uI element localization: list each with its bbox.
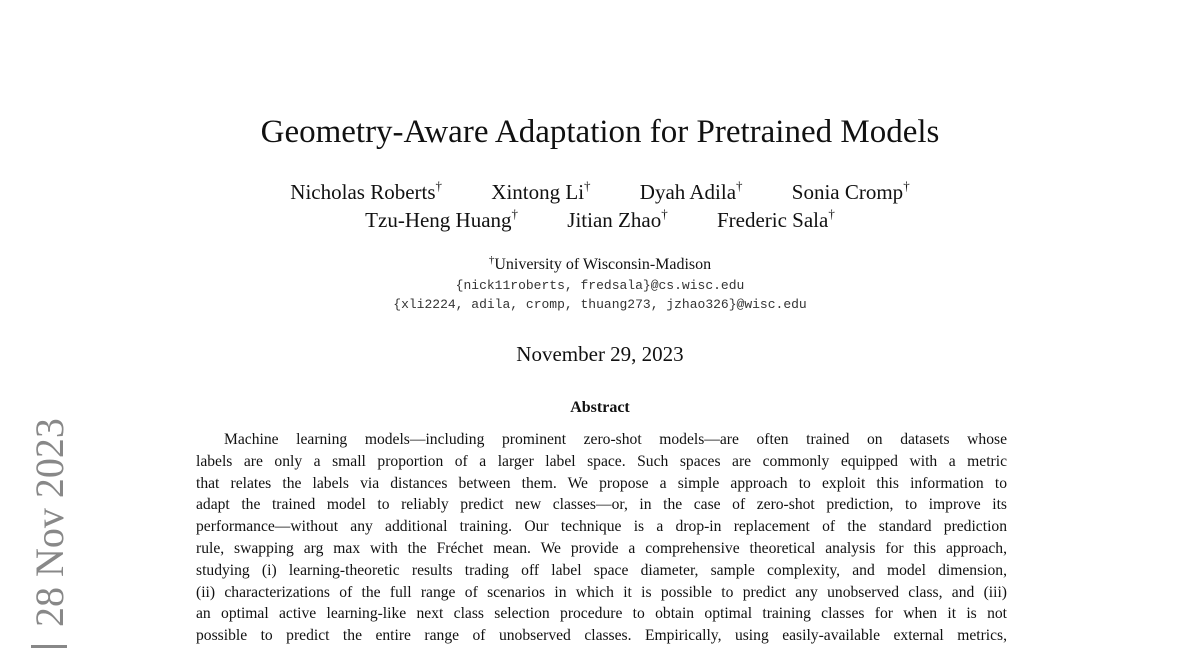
abstract-line: possible to predict the entire range of unobserved classes. Empirically, using easily-available external metrics, <box>196 627 1007 645</box>
affiliation-mark: † <box>511 206 519 221</box>
authors-row-1 <box>0 179 1200 205</box>
authors-row-2 <box>0 207 1200 233</box>
author <box>640 179 743 205</box>
author-name: Frederic Sala <box>716 208 829 232</box>
paper-title: Geometry-Aware Adaptation for Pretrained Models <box>260 114 940 150</box>
author <box>567 207 667 233</box>
affiliation-mark: † <box>903 178 910 193</box>
affiliation-mark: † <box>435 178 443 193</box>
abstract-line: adapt the trained model to reliably predict new classes—or, in the case of zero-shot prediction, to improve its <box>196 496 1007 514</box>
abstract-line: performance—without any additional training. Our technique is a drop-in replacement of the standard prediction <box>196 518 1007 536</box>
abstract-line: that relates the labels via distances between them. We propose a simple approach to exploit this information to <box>196 474 1007 492</box>
abstract-text <box>196 429 1007 647</box>
abstract-line: (ii) characterizations of the full range of scenarios in which it is possible to predict any unobserved class, and (iii) <box>196 583 1007 601</box>
arxiv-sidebar <box>24 348 84 648</box>
author-name: Xintong Li <box>491 180 585 204</box>
abstract-line: an optimal active learning-like next class selection procedure to obtain optimal training classes for when it is not <box>196 605 1007 623</box>
abstract-line: Machine learning models—including prominent zero-shot models—are often trained on datasets whose <box>224 431 1007 448</box>
email-line: {nick11roberts, fredsala}@cs.wisc.edu <box>455 278 745 293</box>
affiliation <box>0 255 1200 275</box>
author <box>792 179 910 205</box>
arxiv-date: 28 Nov 2023 <box>27 418 72 627</box>
author <box>365 207 518 233</box>
author <box>717 207 835 233</box>
abstract-line: rule, swapping arg max with the Fréchet mean. We provide a comprehensive theoretical analysis for this approach, <box>196 539 1007 557</box>
abstract-line: studying (i) learning-theoretic results trading off label space diameter, sample complexity, and model dimension, <box>196 561 1007 579</box>
author <box>491 179 590 205</box>
affiliation-mark: † <box>488 254 495 266</box>
author-name: Tzu-Heng Huang <box>365 208 512 232</box>
affiliation-name: University of Wisconsin-Madison <box>494 256 712 273</box>
paper-date: November 29, 2023 <box>516 342 684 366</box>
affiliation-mark: † <box>661 206 668 221</box>
email-line: {xli2224, adila, cromp, thuang273, jzhao326}@wisc.edu <box>393 297 807 312</box>
author-name: Jitian Zhao <box>567 208 662 232</box>
affiliation-mark: † <box>584 178 591 193</box>
abstract-heading: Abstract <box>570 399 630 416</box>
author-name: Nicholas Roberts <box>290 180 436 204</box>
affiliation-mark: † <box>828 206 835 221</box>
author-name: Dyah Adila <box>639 180 737 204</box>
author <box>290 179 442 205</box>
abstract-line: labels are only a small proportion of a larger label space. Such spaces are commonly equipped with a metric <box>196 452 1007 470</box>
author-name: Sonia Cromp <box>791 180 904 204</box>
affiliation-mark: † <box>736 178 743 193</box>
